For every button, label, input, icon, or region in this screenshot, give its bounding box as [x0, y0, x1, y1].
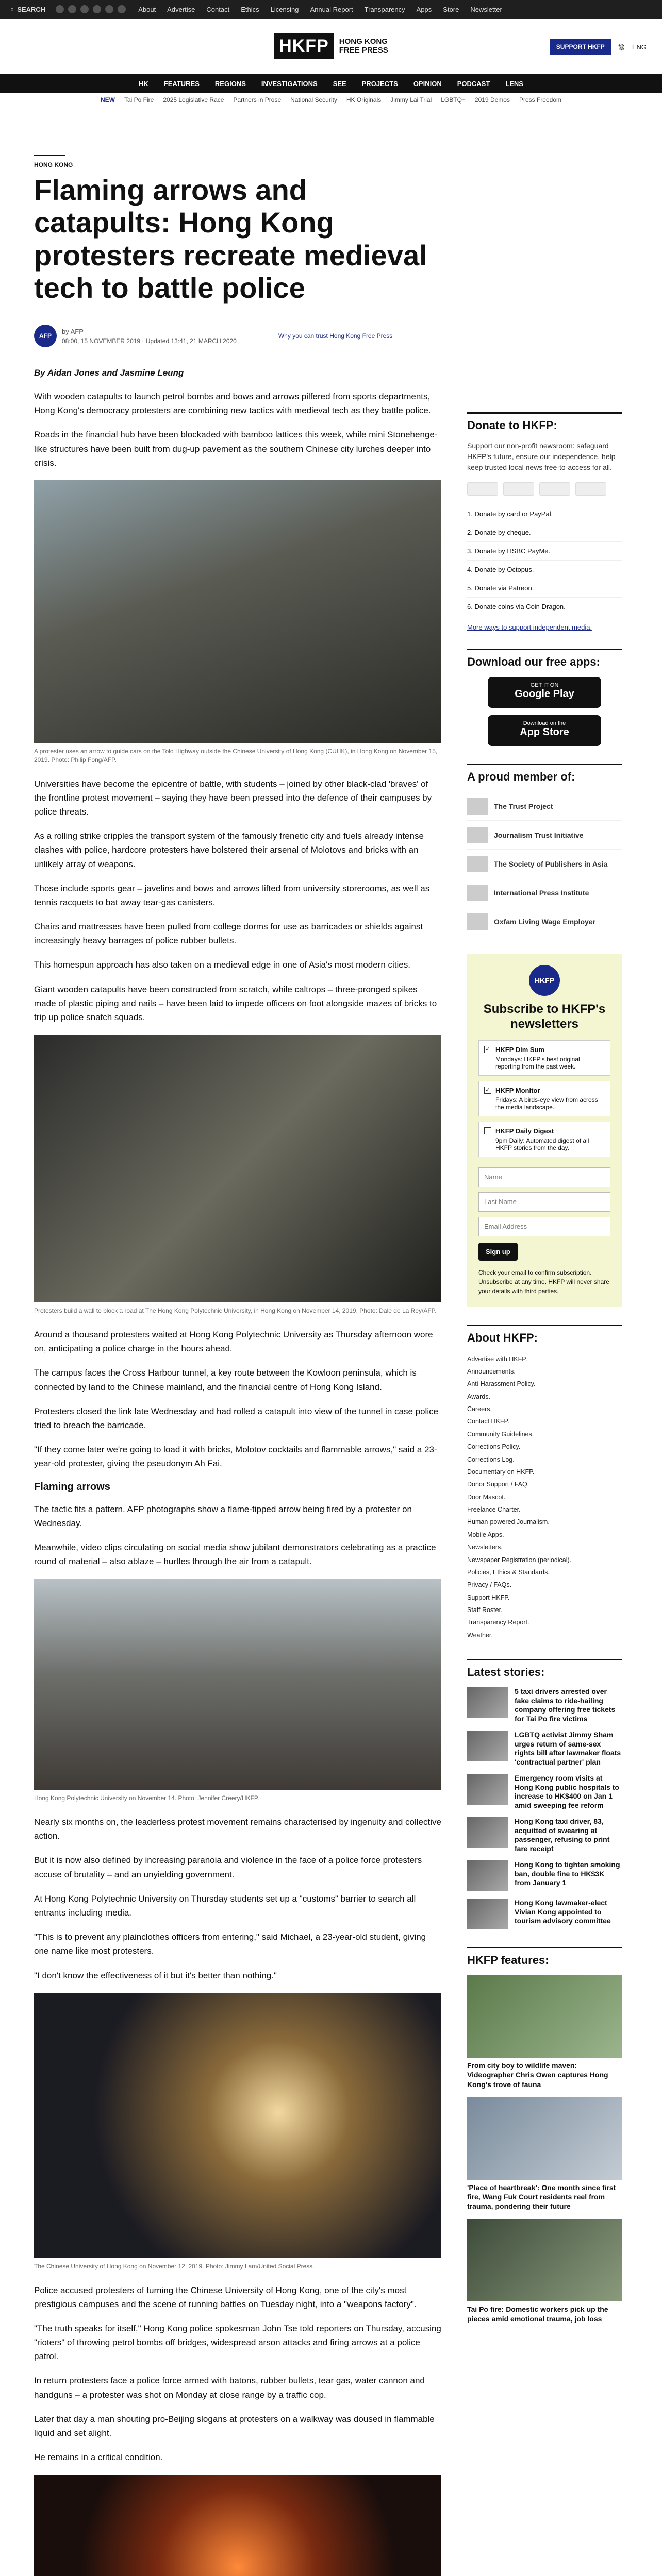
article-photo	[34, 1993, 441, 2258]
topbar-link[interactable]: Licensing	[270, 5, 299, 13]
article-photo	[34, 2475, 441, 2576]
photo-caption: Protesters build a wall to block a road at The Hong Kong Polytechnic University, in Hong Kong on November 14, 2019. Photo: Dale de La Rey/AFP.	[34, 1307, 437, 1315]
nav-item-features[interactable]: FEATURES	[163, 79, 200, 88]
logo-words	[339, 38, 388, 55]
newsletter-logo: HKFP	[529, 965, 560, 996]
about-link[interactable]: Freelance Charter.	[467, 1506, 521, 1514]
gp-small: GET IT ON	[530, 682, 559, 688]
trending-link[interactable]: Jimmy Lai Trial	[390, 96, 432, 104]
about-links	[467, 1353, 622, 1642]
about-link[interactable]: Mobile Apps.	[467, 1531, 504, 1538]
article-figure	[34, 2475, 441, 2576]
feature-image[interactable]	[467, 1975, 622, 2058]
photo-caption: A protester uses an arrow to guide cars on the Tolo Highway outside the Chinese University of Hong Kong (CUHK), in Hong Kong on November 15, 2019. Photo: Philip Fong/AFP.	[34, 748, 438, 764]
about-link[interactable]: Corrections Log.	[467, 1455, 515, 1463]
donate-option[interactable]: 5. Donate via Patreon.	[467, 579, 622, 598]
paragraph: Nearly six months on, the leaderless protest movement remains characterised by ingenuity and collective action.	[34, 1817, 441, 1841]
paragraph: Roads in the financial hub have been blockaded with bamboo lattices this week, while mini Stonehenge-like structures have been built from dug-up pavement as the southern Chinese city lurches deeper into crisis.	[34, 430, 438, 468]
paragraph: The campus faces the Cross Harbour tunnel, a key route between the Kowloon peninsula, which is connected by land to the Chinese mainland, and the financial centre of Hong Kong Island.	[34, 1368, 417, 1392]
about-link[interactable]: Weather.	[467, 1631, 493, 1639]
member-logo[interactable]	[467, 821, 622, 850]
paragraph: With wooden catapults to launch petrol bombs and bows and arrows pilfered from sports departments, Hong Kong's democracy protesters are combining new tactics with medieval tech as they battle police.	[34, 392, 431, 416]
story-title[interactable]: 5 taxi drivers arrested over fake claims to ride-hailing company offering free tickets for Tai Po fire victims	[515, 1687, 616, 1723]
member-name: The Society of Publishers in Asia	[494, 859, 608, 868]
topbar-link[interactable]: Advertise	[167, 5, 195, 13]
paragraph: "I don't know the effectiveness of it but it's better than nothing."	[34, 1970, 277, 1980]
name-input[interactable]	[478, 1167, 610, 1187]
nav-item-projects[interactable]: PROJECTS	[361, 79, 398, 88]
linkedin-icon[interactable]	[105, 5, 113, 13]
member-name: Oxfam Living Wage Employer	[494, 917, 596, 926]
as-small: Download on the	[523, 720, 566, 726]
about-link[interactable]: Contact HKFP.	[467, 1418, 509, 1426]
paragraph: Around a thousand protesters waited at Hong Kong Polytechnic University as Thursday afternoon wore on, anticipating a police charge in the hours ahead.	[34, 1330, 433, 1354]
donate-text: Support our non-profit newsroom: safeguard HKFP's future, ensure our independence, help keep trusted local news free-to-access for all.	[467, 442, 616, 471]
feature-image[interactable]	[467, 2097, 622, 2180]
article-kicker[interactable]: HONG KONG	[34, 155, 65, 168]
nav-item-opinion[interactable]: OPINION	[413, 79, 442, 88]
about-box	[467, 1325, 622, 1642]
search-label[interactable]: SEARCH	[17, 5, 46, 13]
article-authors: By Aidan Jones and Jasmine Leung	[34, 368, 184, 378]
about-link[interactable]: Community Guidelines.	[467, 1430, 534, 1438]
checkbox[interactable]: ✓	[484, 1087, 491, 1094]
latest-story[interactable]	[467, 1774, 622, 1810]
newsletter-title: Subscribe to HKFP's newsletters	[483, 1002, 606, 1031]
topbar-link[interactable]: Transparency	[364, 5, 405, 13]
facebook-icon[interactable]	[56, 5, 64, 13]
paragraph: The tactic fits a pattern. AFP photographs show a flame-tipped arrow being fired by a protester on Wednesday.	[34, 1504, 412, 1528]
story-title[interactable]: Hong Kong taxi driver, 83, acquitted of swearing at passenger, refusing to print fare receipt	[515, 1817, 610, 1853]
trust-project-icon	[467, 798, 488, 815]
trending-link[interactable]: National Security	[290, 96, 337, 104]
feature-item[interactable]	[467, 2219, 622, 2323]
about-link[interactable]: Support HKFP.	[467, 1594, 510, 1601]
top-utility-bar	[0, 0, 662, 19]
story-thumbnail[interactable]	[467, 1731, 508, 1761]
sidebar	[467, 412, 622, 2341]
about-title: About HKFP:	[467, 1325, 622, 1345]
option-desc: Mondays: HKFP's best original reporting from the past week.	[495, 1055, 580, 1070]
feature-title[interactable]: 'Place of heartbreak': One month since first fire, Wang Fuk Court residents reel from trauma, pondering their future	[467, 2183, 616, 2211]
member-logo[interactable]	[467, 878, 622, 907]
latest-story[interactable]	[467, 1817, 622, 1853]
topbar-link[interactable]: Annual Report	[310, 5, 353, 13]
story-title[interactable]: Emergency room visits at Hong Kong public hospitals to increase to HK$400 on Jan 1 amid sweeping fee reform	[515, 1774, 619, 1809]
trending-link[interactable]: Press Freedom	[519, 96, 561, 104]
topbar-link[interactable]: Ethics	[241, 5, 259, 13]
checkbox[interactable]	[484, 1127, 491, 1134]
visa-icon	[467, 482, 498, 496]
about-link[interactable]: Careers.	[467, 1405, 492, 1413]
member-logo[interactable]	[467, 792, 622, 821]
twitter-icon[interactable]	[80, 5, 89, 13]
logo-line-1: HONG KONG	[339, 37, 388, 46]
photo-caption: Hong Kong Polytechnic University on November 14. Photo: Jennifer Creery/HKFP.	[34, 1794, 259, 1802]
latest-story[interactable]	[467, 1860, 622, 1891]
feature-title[interactable]: From city boy to wildlife maven: Videographer Chris Owen captures Hong Kong's trove of fauna	[467, 2061, 608, 2089]
member-logo[interactable]	[467, 850, 622, 878]
newsletter-option[interactable]	[478, 1081, 610, 1116]
article-subheading: Flaming arrows	[34, 1481, 110, 1493]
topbar-links	[138, 6, 502, 13]
lang-en-link[interactable]: ENG	[632, 43, 647, 51]
donate-option[interactable]: 2. Donate by cheque.	[467, 523, 622, 542]
about-link[interactable]: Staff Roster.	[467, 1606, 503, 1614]
donate-option[interactable]: 6. Donate coins via Coin Dragon.	[467, 598, 622, 616]
about-link[interactable]: Corrections Policy.	[467, 1443, 521, 1451]
app-store-button[interactable]	[488, 715, 601, 746]
paypal-icon	[539, 482, 570, 496]
last-name-input[interactable]	[478, 1192, 610, 1212]
newsletter-note: Check your email to confirm subscription. Unsubscribe at any time. HKFP will never share your details with third parties.	[478, 1268, 609, 1295]
topbar-link[interactable]: Contact	[206, 5, 230, 13]
donate-option[interactable]: 1. Donate by card or PayPal.	[467, 505, 622, 523]
article-figure	[34, 480, 441, 765]
byline-text	[62, 328, 237, 345]
trending-link[interactable]: 2025 Legislative Race	[163, 96, 224, 104]
paragraph: But it is now also defined by increasing paranoia and violence in the face of a police force protesters accuse of brutality – and an unyielding government.	[34, 1855, 422, 1879]
nav-item-podcast[interactable]: PODCAST	[457, 79, 490, 88]
donate-option[interactable]: 4. Donate by Octopus.	[467, 561, 622, 579]
apps-title: Download our free apps:	[467, 649, 622, 669]
latest-story[interactable]	[467, 1687, 622, 1723]
main-nav	[0, 74, 662, 93]
article-figure	[34, 1579, 441, 1803]
article	[34, 155, 441, 2576]
nav-item-lens[interactable]: LENS	[505, 79, 523, 88]
members-box	[467, 764, 622, 936]
member-logo[interactable]	[467, 907, 622, 936]
story-thumbnail[interactable]	[467, 1899, 508, 1929]
search-icon[interactable]: ⌕	[10, 5, 14, 13]
trust-link[interactable]: Why you can trust Hong Kong Free Press	[273, 329, 398, 343]
article-figure	[34, 1993, 441, 2271]
about-link[interactable]: Privacy / FAQs.	[467, 1581, 512, 1589]
paragraph: This homespun approach has also taken on a medieval edge in one of Asia's most modern cities.	[34, 960, 410, 970]
paragraph: Meanwhile, video clips circulating on social media show jubilant demonstrators celebrating as a practice round of material – also ablaze – hurtles through the air from a catapult.	[34, 1542, 436, 1567]
member-name: International Press Institute	[494, 888, 589, 897]
about-link[interactable]: Awards.	[467, 1393, 490, 1400]
nav-item-hk[interactable]: HK	[139, 79, 148, 88]
checkbox[interactable]: ✓	[484, 1046, 491, 1053]
donate-option[interactable]: 3. Donate by HSBC PayMe.	[467, 542, 622, 561]
feature-image[interactable]	[467, 2219, 622, 2301]
gp-big: Google Play	[515, 688, 574, 700]
about-link[interactable]: Documentary on HKFP.	[467, 1468, 535, 1476]
logo-mark: HKFP	[274, 33, 334, 59]
paragraph: "If they come later we're going to load it with bricks, Molotov cocktails and flammable arrows," said a 23-year-old protester, giving the pseudonym Ah Fai.	[34, 1445, 437, 1469]
topbar-link[interactable]: Apps	[416, 5, 432, 13]
amex-icon	[575, 482, 606, 496]
latest-box	[467, 1659, 622, 1929]
social-icons	[56, 5, 126, 13]
ipi-icon	[467, 885, 488, 901]
trending-link[interactable]: Tai Po Fire	[124, 96, 154, 104]
nav-item-regions[interactable]: REGIONS	[214, 79, 246, 88]
mastercard-icon	[503, 482, 534, 496]
members-title: A proud member of:	[467, 764, 622, 784]
newsletter-option[interactable]	[478, 1122, 610, 1157]
topbar-link[interactable]: Store	[443, 5, 459, 13]
article-title: Flaming arrows and catapults: Hong Kong protesters recreate medieval tech to battle police	[34, 174, 427, 304]
features-title: HKFP features:	[467, 1947, 622, 1967]
article-photo	[34, 480, 441, 743]
option-name: HKFP Dim Sum	[495, 1045, 545, 1054]
about-link[interactable]: Advertise with HKFP.	[467, 1355, 527, 1363]
about-link[interactable]: Door Mascot.	[467, 1493, 506, 1501]
trending-link[interactable]: Partners in Prose	[233, 96, 282, 104]
oxfam-icon	[467, 913, 488, 930]
article-figure	[34, 1035, 441, 1315]
masthead-actions	[550, 39, 647, 55]
topbar-link[interactable]: Newsletter	[470, 5, 502, 13]
donate-more-link[interactable]: More ways to support independent media.	[467, 623, 592, 631]
about-link[interactable]: Anti-Harassment Policy.	[467, 1380, 536, 1388]
donate-box	[467, 412, 622, 631]
feature-title[interactable]: Tai Po fire: Domestic workers pick up the pieces amid emotional trauma, job loss	[467, 2305, 608, 2323]
masthead	[0, 19, 662, 74]
article-photo	[34, 1035, 441, 1302]
paragraph: In return protesters face a police force armed with batons, rubber bullets, tear gas, water cannon and handguns – a protester was shot on Monday at close range by a traffic cop.	[34, 2376, 425, 2400]
story-title[interactable]: Hong Kong lawmaker-elect Vivian Kong appointed to tourism advisory committee	[515, 1899, 611, 1925]
paragraph: Police accused protesters of turning the Chinese University of Hong Kong, one of the city's most prestigious campuses and the scene of running battles on Tuesday night, into a "weapons factory".	[34, 2285, 417, 2309]
latest-story[interactable]	[467, 1731, 622, 1767]
jti-icon	[467, 827, 488, 843]
story-thumbnail[interactable]	[467, 1860, 508, 1891]
features-box	[467, 1947, 622, 2324]
story-title[interactable]: Hong Kong to tighten smoking ban, double fine to HK$3K from January 1	[515, 1860, 620, 1887]
member-name: The Trust Project	[494, 802, 553, 810]
paragraph: Universities have become the epicentre of battle, with students – joined by other black-clad 'braves' of the frontline protest movement – saying they have been pressed into the defence of their campuses by police threats.	[34, 778, 432, 817]
apps-box	[467, 649, 622, 746]
trending-bar	[0, 93, 662, 107]
about-link[interactable]: Newsletters.	[467, 1544, 503, 1551]
donate-title: Donate to HKFP:	[467, 412, 622, 432]
option-name: HKFP Monitor	[495, 1086, 540, 1094]
nav-item-see[interactable]: SEE	[333, 79, 346, 88]
feature-item[interactable]	[467, 2097, 622, 2211]
paragraph: At Hong Kong Polytechnic University on Thursday students set up a "customs" barrier to search all entrants including media.	[34, 1893, 416, 1918]
nav-item-investigations[interactable]: INVESTIGATIONS	[261, 79, 318, 88]
paragraph: Protesters closed the link late Wednesday and had rolled a catapult into view of the tunnel in case police tried to breach the barricade.	[34, 1406, 439, 1430]
article-photo	[34, 1579, 441, 1790]
sopa-icon	[467, 856, 488, 872]
logo-line-2: FREE PRESS	[339, 45, 388, 55]
paragraph: "This is to prevent any plainclothes officers from entering," said Michael, a 23-year-old student, giving one name like most protesters.	[34, 1932, 426, 1956]
story-thumbnail[interactable]	[467, 1817, 508, 1848]
signup-button[interactable]: Sign up	[478, 1243, 518, 1261]
option-name: HKFP Daily Digest	[495, 1127, 554, 1135]
paragraph: Giant wooden catapults have been constructed from scratch, while caltrops – three-pronged spikes made of plastic piping and nails – have been laid to impede officers on foot alongside mazes of bricks to trip up police snatch squads.	[34, 984, 437, 1023]
paragraph: Later that day a man shouting pro-Beijing slogans at protesters on a walkway was doused in flammable liquid and set alight.	[34, 2414, 435, 2438]
topbar-link[interactable]: About	[138, 5, 156, 13]
paragraph: "The truth speaks for itself," Hong Kong police spokesman John Tse told reporters on Thursday, accusing "rioters" of throwing petrol bombs off bridges, widespread arson attacks and firing arrows at a police patrol.	[34, 2323, 441, 2362]
youtube-icon[interactable]	[93, 5, 101, 13]
trending-link[interactable]: HK Originals	[346, 96, 382, 104]
about-link[interactable]: Human-powered Journalism.	[467, 1518, 550, 1526]
author-avatar[interactable]: AFP	[34, 325, 57, 347]
as-big: App Store	[520, 726, 569, 738]
support-button[interactable]: SUPPORT HKFP	[550, 39, 611, 55]
site-logo[interactable]	[274, 33, 388, 59]
byline-date: 08:00, 15 NOVEMBER 2019 · Updated 13:41, 21 MARCH 2020	[62, 337, 237, 345]
option-desc: 9pm Daily: Automated digest of all HKFP stories from the day.	[495, 1137, 589, 1151]
latest-story[interactable]	[467, 1899, 622, 1929]
paragraph: Chairs and mattresses have been pulled from college dorms for use as barricades or shields against increasingly heavy barrages of police rubber bullets.	[34, 922, 423, 946]
story-thumbnail[interactable]	[467, 1687, 508, 1718]
about-link[interactable]: Policies, Ethics & Standards.	[467, 1568, 550, 1576]
trending-link[interactable]: LGBTQ+	[441, 96, 466, 104]
rss-icon[interactable]	[118, 5, 126, 13]
about-link[interactable]: Newspaper Registration (periodical).	[467, 1556, 572, 1564]
paragraph: He remains in a critical condition.	[34, 2452, 163, 2463]
member-name: Journalism Trust Initiative	[494, 831, 584, 839]
google-play-button[interactable]	[488, 677, 601, 708]
new-label: NEW	[100, 96, 115, 104]
about-link[interactable]: Announcements.	[467, 1367, 516, 1375]
about-link[interactable]: Transparency Report.	[467, 1619, 529, 1626]
byline-author[interactable]: by AFP	[62, 327, 84, 335]
email-input[interactable]	[478, 1217, 610, 1236]
photo-caption: The Chinese University of Hong Kong on November 12, 2019. Photo: Jimmy Lam/United Social Press.	[34, 2262, 315, 2270]
about-link[interactable]: Donor Support / FAQ.	[467, 1481, 529, 1488]
newsletter-box	[467, 954, 622, 1307]
story-title[interactable]: LGBTQ activist Jimmy Sham urges return of same-sex rights bill after lawmaker floats 'contractual partner' plan	[515, 1731, 621, 1766]
instagram-icon[interactable]	[68, 5, 76, 13]
story-thumbnail[interactable]	[467, 1774, 508, 1805]
byline	[34, 325, 441, 347]
paragraph: As a rolling strike cripples the transport system of the famously frenetic city and fuels already intense clashes with police, hardcore protesters have bolstered their arsenal of Molotovs and bricks with an unlikely array of weapons.	[34, 831, 424, 869]
feature-item[interactable]	[467, 1975, 622, 2089]
option-desc: Fridays: A birds-eye view from across the media landscape.	[495, 1096, 598, 1111]
paragraph: Those include sports gear – javelins and bows and arrows lifted from university storerooms, as well as tennis racquets to bat away tear-gas canisters.	[34, 883, 430, 907]
trending-link[interactable]: 2019 Demos	[474, 96, 510, 104]
payment-logos	[467, 482, 622, 496]
lang-zh-link[interactable]: 繁	[618, 43, 625, 52]
newsletter-option[interactable]	[478, 1040, 610, 1076]
latest-title: Latest stories:	[467, 1659, 622, 1679]
